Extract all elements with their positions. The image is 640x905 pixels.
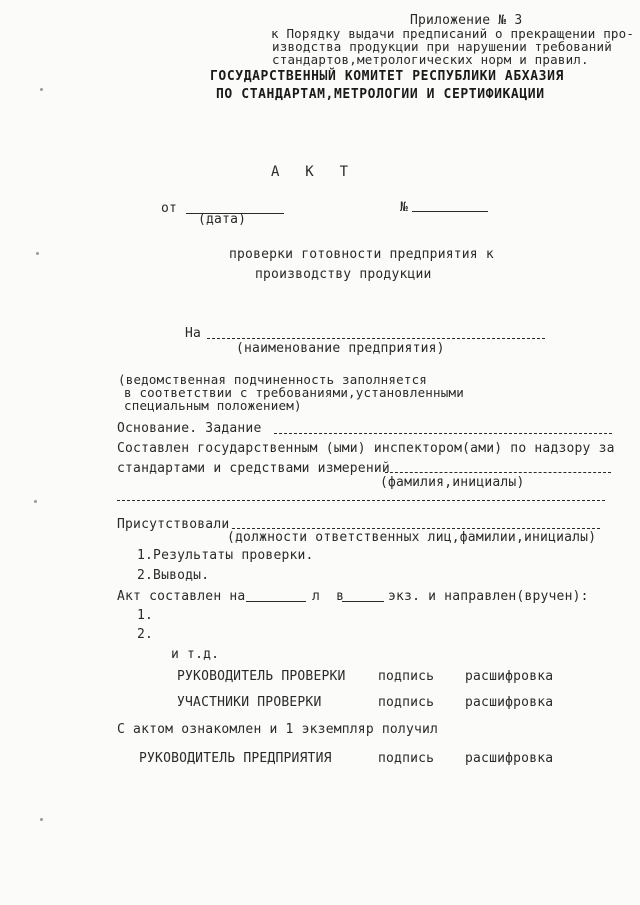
- enterprise-field[interactable]: [207, 338, 545, 339]
- composed-by-line-2: стандартами и средствами измерений: [117, 461, 390, 476]
- act-copies-in-label: л в: [312, 589, 345, 604]
- sheets-field[interactable]: [246, 601, 306, 602]
- subordination-line-2: в соответствии с требованиями,установленными: [124, 385, 464, 400]
- basis-label: Основание. Задание: [117, 421, 262, 436]
- act-sent-label: экз. и направлен(вручен):: [388, 589, 589, 604]
- committee-line-2: ПО СТАНДАРТАМ,МЕТРОЛОГИИ И СЕРТИФИКАЦИИ: [216, 87, 545, 102]
- document-title: А К Т: [271, 164, 352, 180]
- reference-line-2: изводства продукции при нарушении требований: [272, 39, 612, 54]
- participants-transcript: расшифровка: [465, 695, 554, 710]
- recipient-2: 2.: [137, 627, 154, 642]
- recipient-etc: и т.д.: [171, 647, 220, 662]
- participants-label: УЧАСТНИКИ ПРОВЕРКИ: [177, 695, 322, 710]
- subject-line-1: проверки готовности предприятия к: [229, 247, 494, 262]
- scan-mark: [36, 252, 39, 255]
- acknowledge-line: С актом ознакомлен и 1 экземпляр получил: [117, 722, 439, 737]
- scan-mark: [34, 500, 37, 503]
- enterprise-label: На: [185, 326, 202, 341]
- appendix-label: Приложение № 3: [410, 13, 523, 28]
- committee-line-1: ГОСУДАРСТВЕННЫЙ КОМИТЕТ РЕСПУБЛИКИ АБХАЗИЯ: [210, 69, 564, 84]
- scan-mark: [40, 818, 43, 821]
- inspector-name-field[interactable]: [385, 472, 611, 473]
- participants-signature: подпись: [378, 695, 435, 710]
- present-label: Присутствовали: [117, 517, 230, 532]
- section-conclusions: 2.Выводы.: [137, 568, 210, 583]
- leader-signature: подпись: [378, 669, 435, 684]
- basis-field[interactable]: [274, 433, 612, 434]
- reference-line-3: стандартов,метрологических норм и правил.: [272, 52, 589, 67]
- act-composed-label: Акт составлен на: [117, 589, 246, 604]
- leader-transcript: расшифровка: [465, 669, 554, 684]
- recipient-1: 1.: [137, 608, 154, 623]
- enterprise-head-signature: подпись: [378, 751, 435, 766]
- enterprise-head-transcript: расшифровка: [465, 751, 554, 766]
- date-caption: (дата): [198, 212, 247, 227]
- enterprise-head-label: РУКОВОДИТЕЛЬ ПРЕДПРИЯТИЯ: [139, 751, 332, 766]
- subordination-line-3: специальным положением): [124, 398, 302, 413]
- section-results: 1.Результаты проверки.: [137, 548, 314, 563]
- present-field[interactable]: [232, 528, 600, 529]
- copies-field[interactable]: [342, 601, 384, 602]
- date-from-label: от: [161, 201, 178, 216]
- composed-by-line-1: Составлен государственным (ыми) инспектором(ами) по надзору за: [117, 441, 615, 456]
- number-label: №: [400, 200, 409, 215]
- subject-line-2: производству продукции: [255, 267, 432, 282]
- subordination-line-1: (ведомственная подчиненность заполняется: [118, 372, 428, 387]
- number-field[interactable]: [412, 211, 488, 212]
- present-caption: (должности ответственных лиц,фамилии,инициалы): [227, 530, 597, 545]
- inspector-extra-field[interactable]: [117, 500, 605, 501]
- enterprise-caption: (наименование предприятия): [236, 341, 445, 356]
- inspector-name-caption: (фамилия,инициалы): [380, 475, 525, 490]
- leader-label: РУКОВОДИТЕЛЬ ПРОВЕРКИ: [177, 669, 346, 684]
- scan-mark: [40, 88, 43, 91]
- reference-line-1: к Порядку выдачи предписаний о прекращении про-: [271, 26, 635, 41]
